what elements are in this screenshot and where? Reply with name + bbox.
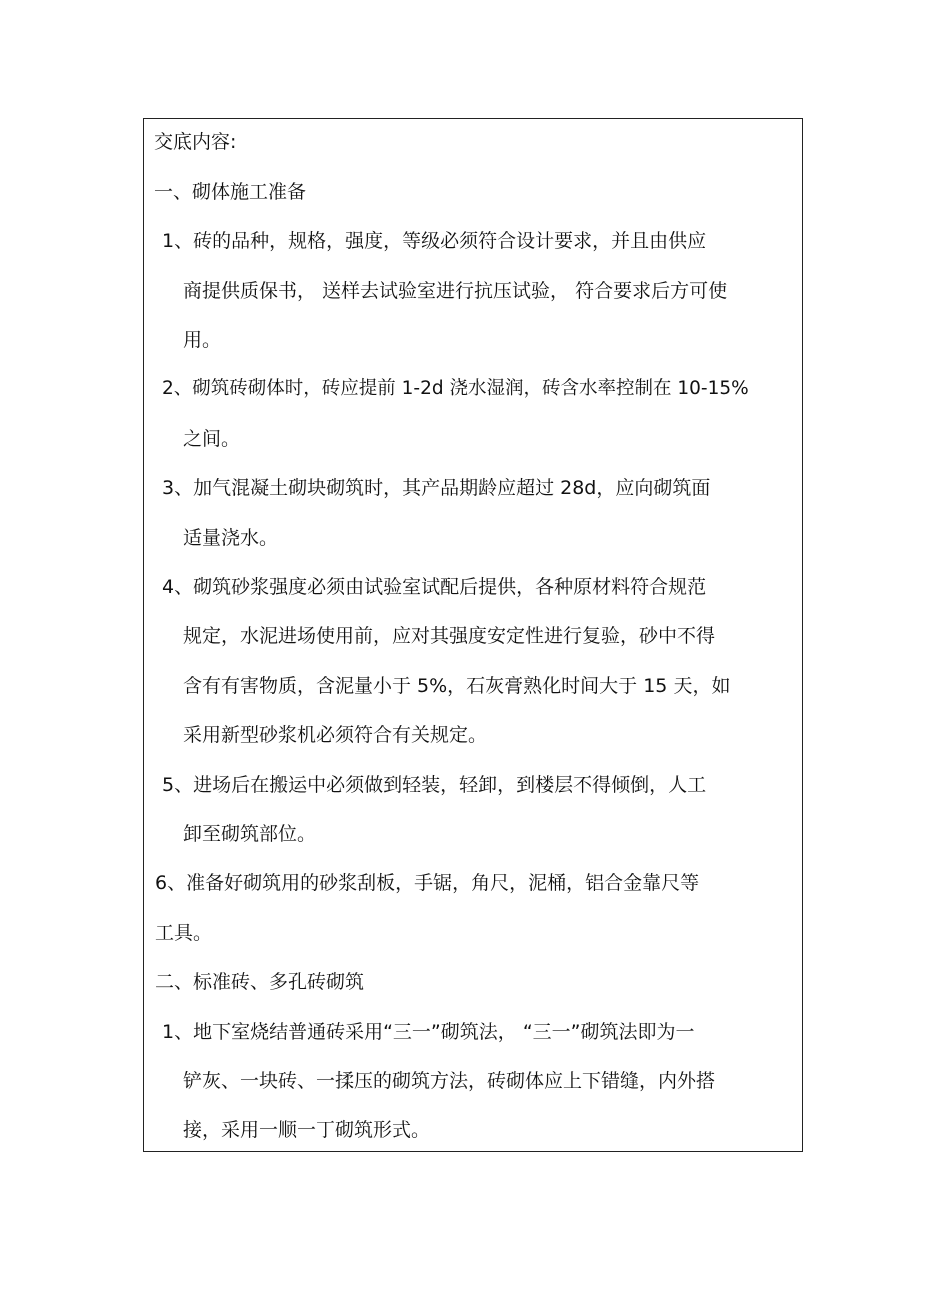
section-2-title: 二、标准砖、多孔砖砌筑 [155,971,365,993]
text-line: 工具。 [155,922,213,944]
text-line: 1、地下室烧结普通砖采用“三一”砌筑法， “三一”砌筑法即为一 [162,1021,695,1043]
text-line: 1、砖的品种，规格，强度，等级必须符合设计要求，并且由供应 [162,230,707,252]
text-line: 卸至砌筑部位。 [183,823,317,845]
text-line: 含有有害物质，含泥量小于 5%，石灰膏熟化时间大于 15 天，如 [183,675,731,697]
text-line: 采用新型砂浆机必须符合有关规定。 [183,724,488,746]
text-line: 接，采用一顺一丁砌筑形式。 [183,1119,431,1141]
doc-heading: 交底内容: [154,131,237,153]
text-line: 之间。 [183,428,241,450]
text-line: 规定，水泥进场使用前，应对其强度安定性进行复验，砂中不得 [183,625,716,647]
text-line: 6、准备好砌筑用的砂浆刮板，手锯，角尺，泥桶，铝合金靠尺等 [155,872,700,894]
text-line: 适量浇水。 [183,527,279,549]
text-line: 商提供质保书， 送样去试验室进行抗压试验， 符合要求后方可使 [183,280,728,302]
text-line: 5、进场后在搬运中必须做到轻装，轻卸，到楼层不得倾倒，人工 [162,774,707,796]
text-line: 用。 [183,329,222,351]
text-line: 铲灰、一块砖、一揉压的砌筑方法，砖砌体应上下错缝，内外搭 [183,1070,716,1092]
section-1-title: 一、砌体施工准备 [154,181,307,203]
text-line: 3、加气混凝土砌块砌筑时，其产品期龄应超过 28d，应向砌筑面 [162,477,711,499]
text-line: 4、砌筑砂浆强度必须由试验室试配后提供，各种原材料符合规范 [162,576,707,598]
text-line: 2、砌筑砖砌体时，砖应提前 1-2d 浇水湿润，砖含水率控制在 10-15% [162,378,749,399]
